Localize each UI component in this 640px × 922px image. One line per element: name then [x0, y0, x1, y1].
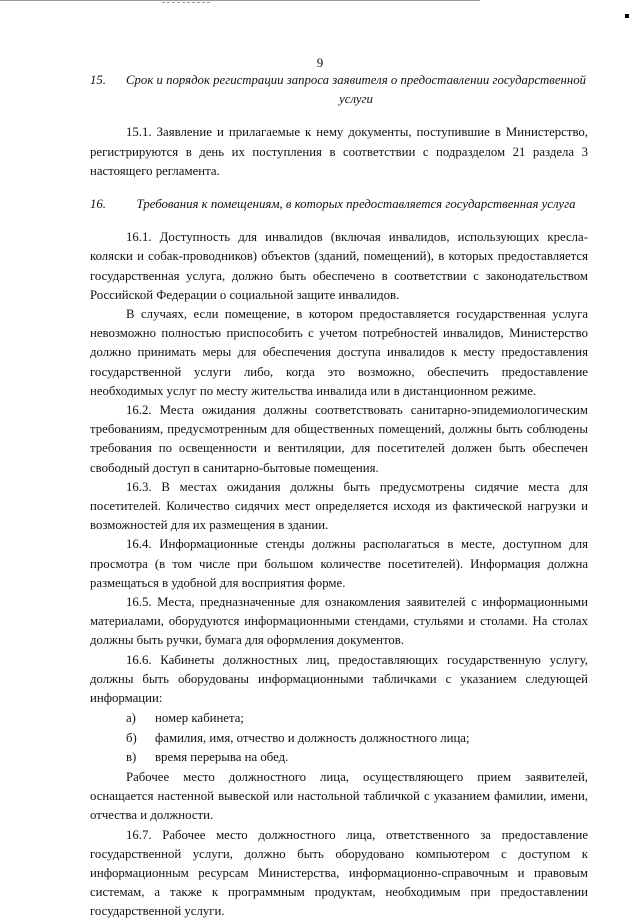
document-body	[90, 67, 588, 922]
section-number: 16.	[90, 197, 106, 212]
section-number: 15.	[90, 73, 106, 87]
paragraph-16-6: 16.6. Кабинеты должностных лиц, предоставляющих государственную услугу, должны быть оборудованы информационными табличками с указанием следующей информации:	[90, 652, 588, 706]
list-item	[90, 709, 588, 728]
corner-mark	[625, 14, 629, 18]
list-item	[90, 729, 588, 748]
page-number: 9	[316, 55, 324, 70]
list-marker: а)	[126, 711, 136, 726]
scan-edge-line	[0, 0, 480, 1]
scan-edge-dash	[162, 2, 210, 3]
paragraph-16-1: 16.1. Доступность для инвалидов (включая инвалидов, использующих кресла-коляски и собак-проводников) объектов (зданий, помещений), в которых предоставляется государственная услуга, должно быть обеспечено в соответствии с законодательством Российской Федерации о социальной защите инвалидов.	[90, 230, 588, 302]
list-item-text: номер кабинета;	[155, 711, 244, 726]
list-item-text: время перерыва на обед.	[155, 749, 289, 764]
list-marker: в)	[126, 749, 137, 764]
list-item-text: фамилия, имя, отчество и должность должностного лица;	[155, 730, 470, 745]
paragraph-16-4: 16.4. Информационные стенды должны располагаться в месте, доступном для просмотра (в том числе при большом количестве посетителей). Информация должна размещаться в удобной для восприятия форме.	[90, 537, 588, 590]
paragraph-16-5: 16.5. Места, предназначенные для ознакомления заявителей с информационными материалами, оборудуются информационными стендами, стульями и столами. На столах должны быть ручки, бумага для оформления документов.	[90, 595, 588, 648]
section-heading-16	[90, 195, 588, 214]
paragraph-16-1-b: В случаях, если помещение, в котором предоставляется государственная услуга невозможно полностью приспособить с учетом потребностей инвалидов, Министерство должно принимать меры для обеспечения доступа инвалидов к месту предоставления государственной услуги либо, когда это возможно, обеспечить предоставление необходимых услуг по месту жительства инвалида или в дистанционном режиме.	[90, 307, 588, 398]
paragraph-16-7: 16.7. Рабочее место должностного лица, ответственного за предоставление государственной услуги, должно быть оборудовано компьютером с доступом к информационным ресурсам Министерства, информационно-справочным и правовым системам, а также к программным продуктам, необходимым при предоставлении государственной услуги.	[90, 827, 588, 919]
section-heading-15	[90, 71, 588, 109]
section-title: Срок и порядок регистрации запроса заявителя о предоставлении государственной услуги	[125, 73, 586, 107]
paragraph-15-1: 15.1. Заявление и прилагаемые к нему документы, поступившие в Министерство, регистрируются в день их поступления в соответствии с подразделом 21 раздела 3 настоящего регламента.	[90, 125, 588, 178]
list-marker: б)	[126, 730, 137, 745]
info-list	[90, 709, 588, 767]
paragraph-16-3: 16.3. В местах ожидания должны быть предусмотрены сидячие места для посетителей. Количество сидячих мест определяется исходя из фактической нагрузки и возможностей для их размещения в здании.	[90, 479, 588, 533]
paragraph-16-6-workplace: Рабочее место должностного лица, осуществляющего прием заявителей, оснащается настенной вывеской или настольной табличкой с указанием фамилии, имени, отчества и должности.	[90, 769, 588, 823]
section-title: Требования к помещениям, в которых предоставляется государственная услуга	[136, 197, 576, 212]
paragraph-16-2: 16.2. Места ожидания должны соответствовать санитарно-эпидемиологическим требованиям, предусмотренным для общественных помещений, должны быть соблюдены требования по освещенности и вентиляции, для посетителей должен быть обеспечен свободный доступ в санитарно-бытовые помещения.	[90, 403, 588, 475]
list-item	[90, 748, 588, 767]
